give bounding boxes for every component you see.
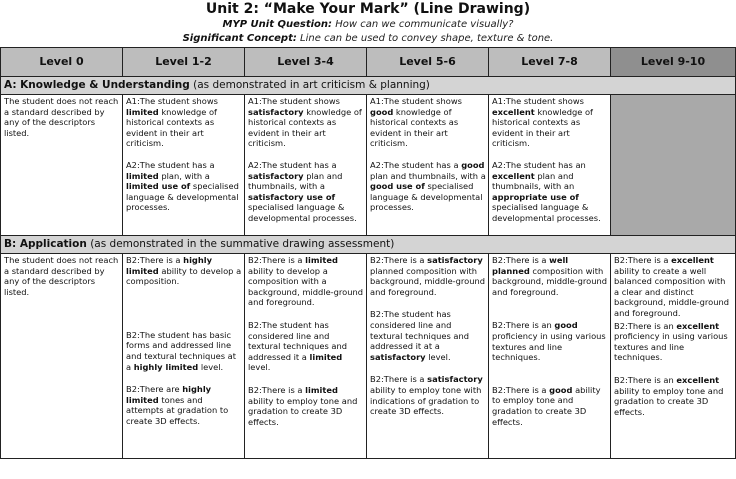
b3-descriptor: B2:There are highly limited tones and attempts at gradation to create 3D effects.: [126, 384, 229, 426]
b2-descriptor: B2:The student has basic forms and addressed line and textural techniques at a highly limited level.: [126, 329, 236, 372]
level-header-1: Level 1-2: [123, 48, 245, 77]
level-header-3: Level 5-6: [367, 48, 489, 77]
section-a-level0-text: The student does not reach a standard described by any of the descriptors listed.: [4, 96, 119, 138]
a2-descriptor: A2:The student has an excellent plan and thumbnails, with an appropriate use of specialised language & developmental processes.: [492, 159, 601, 223]
b3-descriptor: B2:There is a good ability to employ tone and gradation to create 3D effects.: [492, 384, 601, 427]
significant-concept-text: Line can be used to convey shape, texture & tone.: [300, 33, 554, 44]
section-b-row: [1, 254, 736, 459]
a1-descriptor: A1:The student shows satisfactory knowledge of historical contexts as evident in their art criticism.: [248, 96, 362, 149]
section-b-level3: [367, 254, 489, 459]
unit-question-text: How can we communicate visually?: [335, 19, 514, 30]
a2-descriptor: A2:The student has a good plan and thumbnails, with a good use of specialised language & developmental processes.: [370, 159, 486, 213]
significant-concept: [0, 32, 736, 46]
b2-descriptor: B2:The student has considered line and textural techniques and addressed it a limited level.: [248, 319, 348, 373]
b1-descriptor: B2:There is a limited ability to develop a composition with a background, middle-ground and foreground.: [248, 255, 364, 308]
section-b-level0-text: The student does not reach a standard described by any of the descriptors listed.: [4, 255, 119, 297]
section-a-level5-empty: [611, 95, 736, 236]
document-header: [0, 0, 736, 47]
a2-descriptor: A2:The student has a satisfactory plan and thumbnails, with a satisfactory use of specialised language & developmental processes.: [248, 159, 357, 223]
b2-descriptor: B2:There is an excellent proficiency in using various textures and line techniques.: [614, 320, 728, 363]
section-b-title: B: Application: [4, 238, 87, 251]
b3-descriptor: B2:There is an excellent ability to employ tone and gradation to create 3D effects.: [614, 374, 724, 417]
section-b-level1: [123, 254, 245, 459]
section-a-level1: [123, 95, 245, 236]
level-header-2: Level 3-4: [245, 48, 367, 77]
level-header-0: Level 0: [1, 48, 123, 77]
section-a-level4: [489, 95, 611, 236]
a1-descriptor: A1:The student shows good knowledge of historical contexts as evident in their art criticism.: [370, 96, 462, 149]
b1-descriptor: B2:There is a excellent ability to create a well balanced composition with a clear and distinct background, middle-ground and foreground.: [614, 255, 730, 318]
section-b-header: [1, 236, 736, 254]
a1-descriptor: A1:The student shows excellent knowledge of historical contexts as evident in their art criticism.: [492, 96, 593, 149]
b3-descriptor: B2:There is a satisfactory ability to employ tone with indications of gradation to create 3D effects.: [370, 374, 483, 417]
level-header-4: Level 7-8: [489, 48, 611, 77]
b2-descriptor: B2:There is an good proficiency in using various textures and line techniques.: [492, 320, 606, 363]
significant-concept-label: Significant Concept:: [182, 33, 297, 44]
section-b-note: (as demonstrated in the summative drawing assessment): [90, 238, 395, 251]
level-header-5: Level 9-10: [611, 48, 736, 77]
a2-descriptor: A2:The student has a limited plan, with a limited use of specialised language & developmental processes.: [126, 159, 239, 213]
section-a-row: [1, 95, 736, 236]
section-b-level5: [611, 254, 736, 459]
section-a-note: (as demonstrated in art criticism & planning): [193, 79, 430, 92]
b1-descriptor: B2:There is a well planned composition with background, middle-ground and foreground.: [492, 255, 608, 297]
section-a-level3: [367, 95, 489, 236]
rubric-table: [0, 47, 736, 459]
unit-question: [0, 18, 736, 32]
section-a-header: [1, 77, 736, 95]
section-a-title: A: Knowledge & Understanding: [4, 79, 190, 92]
section-b-level4: [489, 254, 611, 459]
b3-descriptor: B2:There is a limited ability to employ tone and gradation to create 3D effects.: [248, 384, 358, 427]
b1-descriptor: B2:There is a highly limited ability to develop a composition.: [126, 255, 242, 287]
section-a-level0: [1, 95, 123, 236]
unit-question-label: MYP Unit Question:: [222, 19, 333, 30]
a1-descriptor: A1:The student shows limited knowledge of historical contexts as evident in their art criticism.: [126, 96, 218, 149]
section-b-level0: [1, 254, 123, 459]
level-header-row: [1, 48, 736, 77]
section-a-level2: [245, 95, 367, 236]
page-title: Unit 2: “Make Your Mark” (Line Drawing): [205, 1, 531, 17]
section-b-level2: [245, 254, 367, 459]
b2-descriptor: B2:The student has considered line and textural techniques and addressed it at a satisfactory level.: [370, 309, 470, 362]
b1-descriptor: B2:There is a satisfactory planned composition with background, middle-ground and foreground.: [370, 255, 486, 297]
